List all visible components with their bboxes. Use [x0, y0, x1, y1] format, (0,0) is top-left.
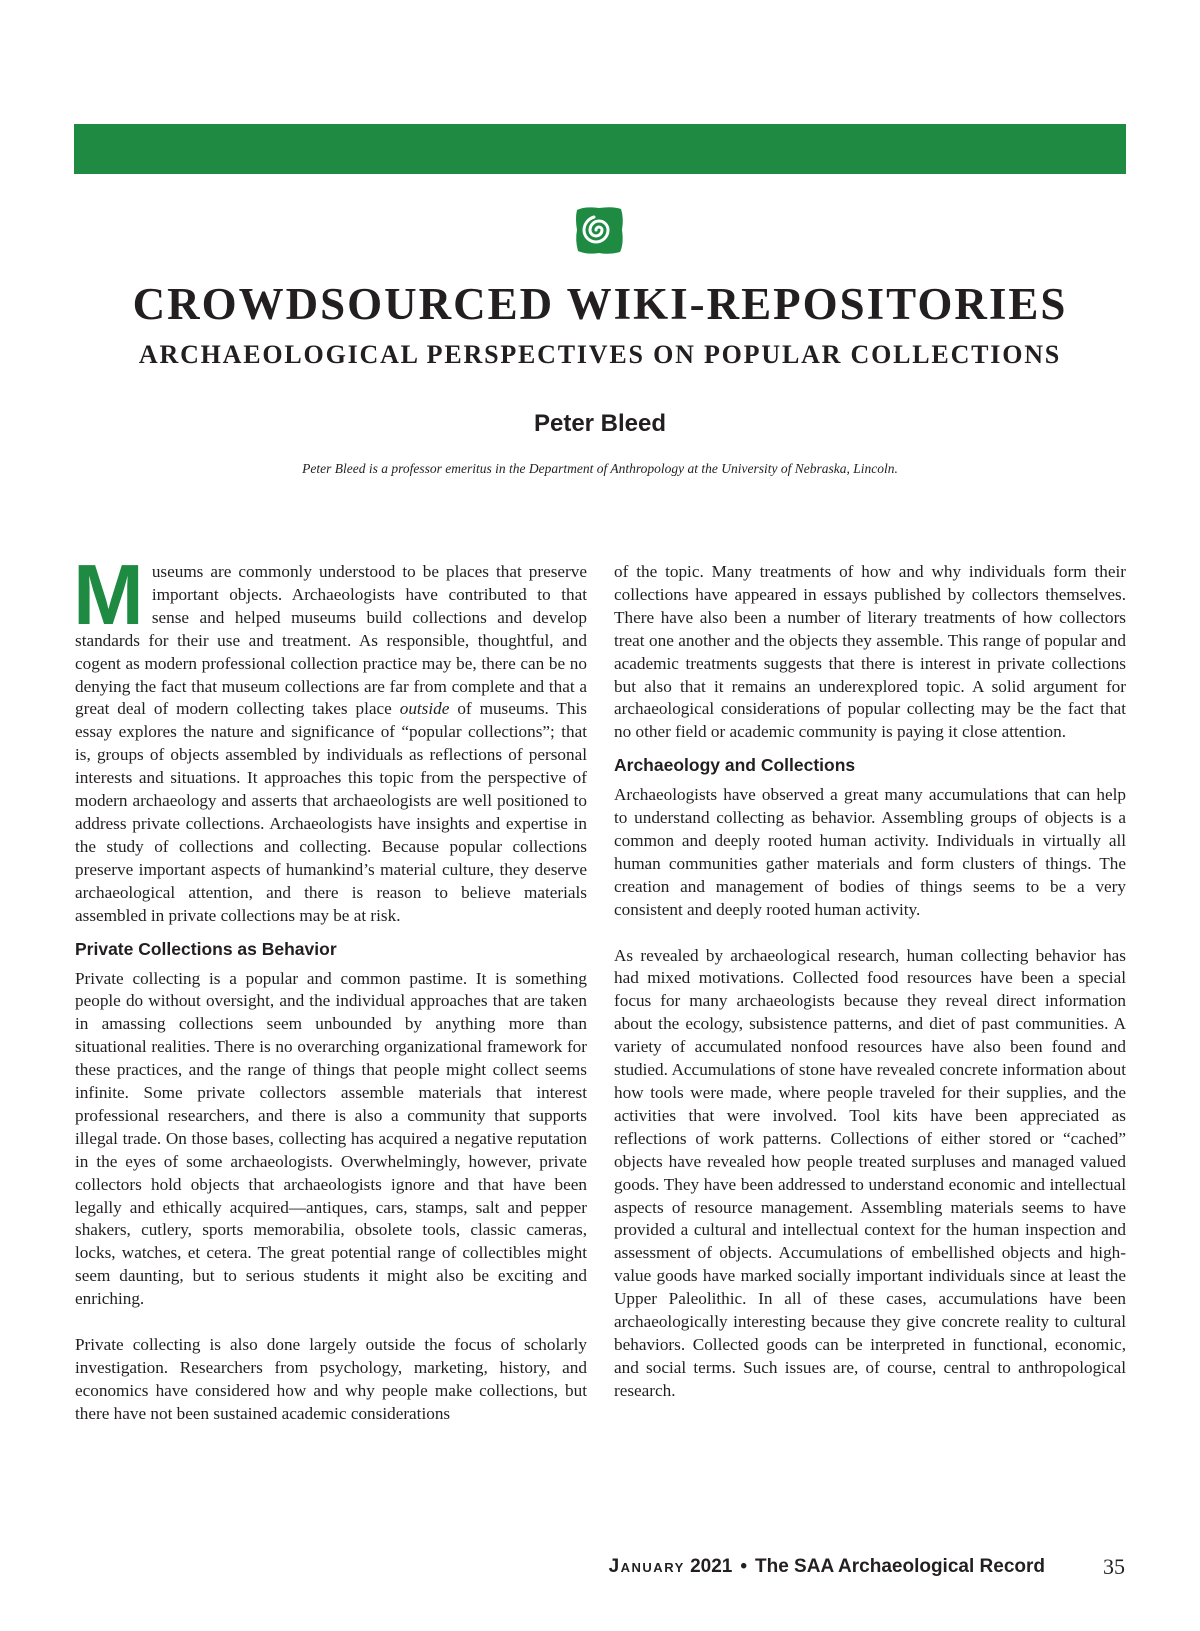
page-number: 35 [1103, 1554, 1125, 1579]
footer-journal-line [609, 1556, 1045, 1578]
drop-cap: M [73, 548, 144, 643]
section-heading-archaeology-collections: Archaeology and Collections [614, 755, 856, 776]
body-paragraph-continued: of the topic. Many treatments of how and why individuals form their collections have appeared in essays published by collectors themselves. There have also been a number of literary treatments of how collectors treat one another and the objects they assemble. This range of popular and academic treatments suggests that there is interest in private collections but also that it remains an underexplored topic. A solid argument for archaeological considerations of popular collecting may be the fact that no other field or academic community is paying it close attention. [614, 562, 1126, 742]
section-heading-private-collections: Private Collections as Behavior [75, 938, 337, 959]
intro-text-tail: of museums. This essay explores the nature and significance of “popular collections”; that is, groups of objects assembled by individuals as reflections of personal interests and situations. It approaches this topic from the perspective of modern archaeology and asserts that archaeologists are well positioned to address private collections. Archaeologists have insights and expertise in the study of collections and collecting. Because popular collections preserve important aspects of humankind’s material culture, they deserve archaeological attention, and there is reason to believe materials assembled in private collections may be at risk. [75, 699, 587, 925]
intro-paragraph [73, 548, 587, 928]
spiral-icon [573, 204, 625, 256]
body-paragraph: Private collecting is also done largely outside the focus of scholarly investigation. Researchers from psychology, marketing, history, and economics have considered how and why people make collections, but there have not been sustained academic considerations [75, 1334, 587, 1423]
footer-journal-name: The SAA Archaeological Record [755, 1556, 1045, 1577]
intro-emphasis: outside [399, 699, 450, 719]
body-paragraph: As revealed by archaeological research, human collecting behavior has had mixed motivations. Collected food resources have been a special focus for many archaeologists because they reveal direct information about the ecology, subsistence patterns, and diet of past communities. A variety of accumulated nonfood resources have also been found and studied. Accumulations of stone have revealed concrete information about how tools were made, where people traveled for their supplies, and the activities that were involved. Tool kits have been appreciated as reflections of work patterns. Collections of either stored or “cached” objects have revealed how people treated surpluses and managed valued goods. They have been addressed to understand economic and intellectual aspects of resource management. Assembling materials seems to have provided a cultural and intellectual context for the human inspection and assessment of objects. Accumulations of embellished objects and high-value goods have marked socially important individuals since at least the Upper Paleolithic. In all of these cases, accumulations have been archaeologically interesting because they give concrete reality to cultural behaviors. Collected goods can be interpreted in functional, economic, and social terms. Such issues are, of course, central to anthropological research. [614, 945, 1126, 1400]
left-column [73, 548, 587, 1426]
right-column [614, 561, 1126, 1403]
article-subtitle: ARCHAEOLOGICAL PERSPECTIVES ON POPULAR COLLECTIONS [138, 340, 1062, 369]
body-paragraph: Private collecting is a popular and common pastime. It is something people do without oversight, and the individual approaches that are taken in amassing collections seem unbounded by anything more than situational realities. There is no overarching organizational framework for these practices, and the range of things that people might collect seems infinite. Some private collectors assemble materials that interest professional researchers, and there is also a community that supports illegal trade. On those bases, collecting has acquired a negative reputation in the eyes of some archaeologists. Overwhelmingly, however, private collectors hold objects that archaeologists ignore and that have been legally and ethically acquired—antiques, cars, stamps, salt and pepper shakers, cutlery, sports memorabilia, obsolete tools, classic cameras, locks, watches, et cetera. The great potential range of collectibles might seem daunting, but to serious students it might also be exciting and enriching. [75, 968, 587, 1309]
author-affiliation: Peter Bleed is a professor emeritus in the Department of Anthropology at the University of Nebraska, Lincoln. [302, 461, 898, 476]
footer-bullet: • [740, 1556, 747, 1577]
intro-text: useums are commonly understood to be places that preserve important objects. Archaeologists have contributed to that sense and helped museums build collections and develop standards for their use and treatment. As responsible, thoughtful, and cogent as modern professional collection practice may be, there can be no denying the fact that museum collections are far from complete and that a great deal of modern collecting takes place [75, 562, 587, 719]
header-bar [74, 124, 1126, 174]
footer-month: January [608, 1556, 685, 1577]
article-title: CROWDSOURCED WIKI-REPOSITORIES [132, 279, 1068, 329]
footer-year: 2021 [690, 1556, 733, 1577]
author-name: Peter Bleed [533, 410, 667, 437]
body-paragraph: Archaeologists have observed a great many accumulations that can help to understand collecting as behavior. Assembling groups of objects is a common and deeply rooted human activity. Individuals in virtually all human communities gather materials and form clusters of things. The creation and management of bodies of things seems to be a very consistent and deeply rooted human activity. [614, 785, 1126, 919]
